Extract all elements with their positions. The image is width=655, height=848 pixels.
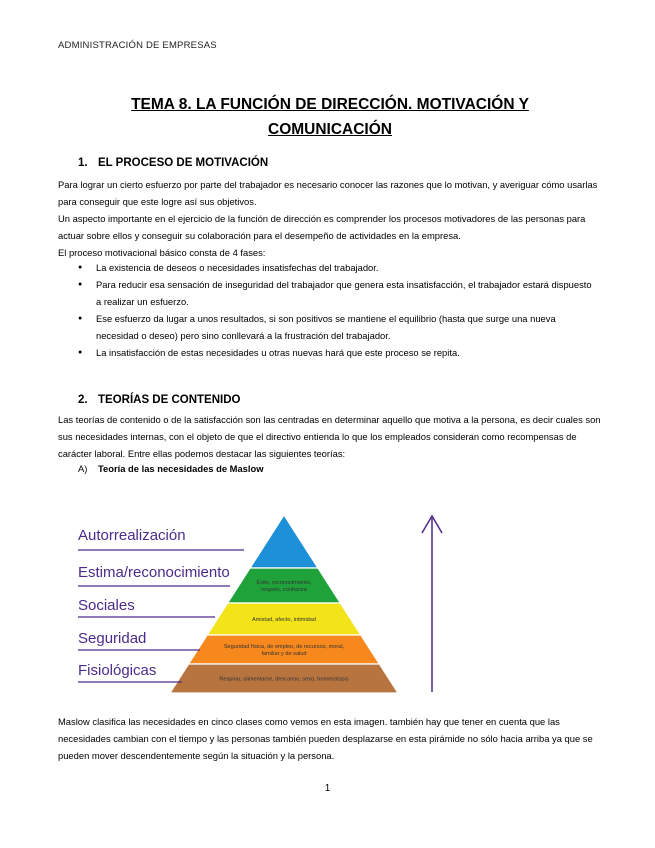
pyramid-level-text: Amistad, afecto, intimidad [251,617,317,623]
paragraph: El proceso motivacional básico consta de 4 fases: [58,247,266,258]
pyramid-level-text: Seguridad física, de empleo, de recursos, moral, familiar y de salud [223,644,345,657]
upward-arrow-icon [422,516,442,692]
pyramid-level-text: Respirar, alimentarse, descanso, sexo, homeostasis [219,676,349,683]
pyramid-level-autorrealizacion [250,515,318,568]
running-header: ADMINISTRACIÓN DE EMPRESAS [58,40,217,51]
paragraph: Para lograr un cierto esfuerzo por parte del trabajador es necesario conocer las razones que lo motivan, y averiguar cómo usarlas para conseguir que este logre así sus objetivos. [58,179,598,207]
subsection-a-number: A) [78,463,88,474]
page-number: 1 [324,783,331,794]
title-line-1: TEMA 8. LA FUNCIÓN DE DIRECCIÓN. MOTIVACIÓN Y [131,96,529,113]
subsection-a-title: Teoría de las necesidades de Maslow [98,463,264,474]
pyramid-level-text: Éxito, reconocimiento, respeto, confianza [256,580,312,593]
section-1-title: EL PROCESO DE MOTIVACIÓN [98,157,269,169]
section-2-number: 2. [78,394,88,406]
section-2-title: TEORÍAS DE CONTENIDO [98,394,241,406]
list-item: ● Ese esfuerzo da lugar a unos resultados, si son positivos se mantiene el equilibrio (hasta que surge una nueva necesidad o deseo) pero sino conllevará a la frustración del trabajador. [78,310,598,344]
paragraph: Un aspecto importante en el ejercicio de la función de dirección es comprender los procesos motivadores de las personas para actuar sobre ellos y conseguir su colaboración para el desempeño de actividades en la empresa. [58,213,586,241]
section-1-number: 1. [78,157,88,169]
list-item: ● La insatisfacción de estas necesidades u otras nuevas hará que este proceso se repita. [78,344,598,361]
label-sociales: Sociales [78,597,135,614]
list-item: ● Para reducir esa sensación de inseguridad del trabajador que genera esta insatisfacción, el trabajador estará dispuesto a realizar un esfuerzo. [78,276,598,310]
closing-body [58,713,603,764]
paragraph: Maslow clasifica las necesidades en cinco clases como vemos en esta imagen. también hay que tener en cuenta que las necesidades cambian con el tiempo y las personas también pueden desplazarse en esta pirámide no sólo hacia arriba ya que se pueden mover descendentemente según la situación y la persona. [58,716,593,761]
label-autorrealizacion: Autorrealización [78,527,186,544]
label-estima: Estima/reconocimiento [78,564,230,581]
label-fisiologicas: Fisiológicas [78,662,157,679]
paragraph: Las teorías de contenido o de la satisfacción son las centradas en determinar aquello que motiva a la persona, es decir cuales son sus necesidades internas, con el objeto de que el directivo entienda lo que los empleados consideran como recompensas de carácter laboral. Entre ellas podemos destacar las siguientes teorías: [58,414,601,459]
title-line-2: COMUNICACIÓN [268,121,392,138]
list-item: ● La existencia de deseos o necesidades insatisfechas del trabajador. [78,259,598,276]
label-seguridad: Seguridad [78,630,147,647]
